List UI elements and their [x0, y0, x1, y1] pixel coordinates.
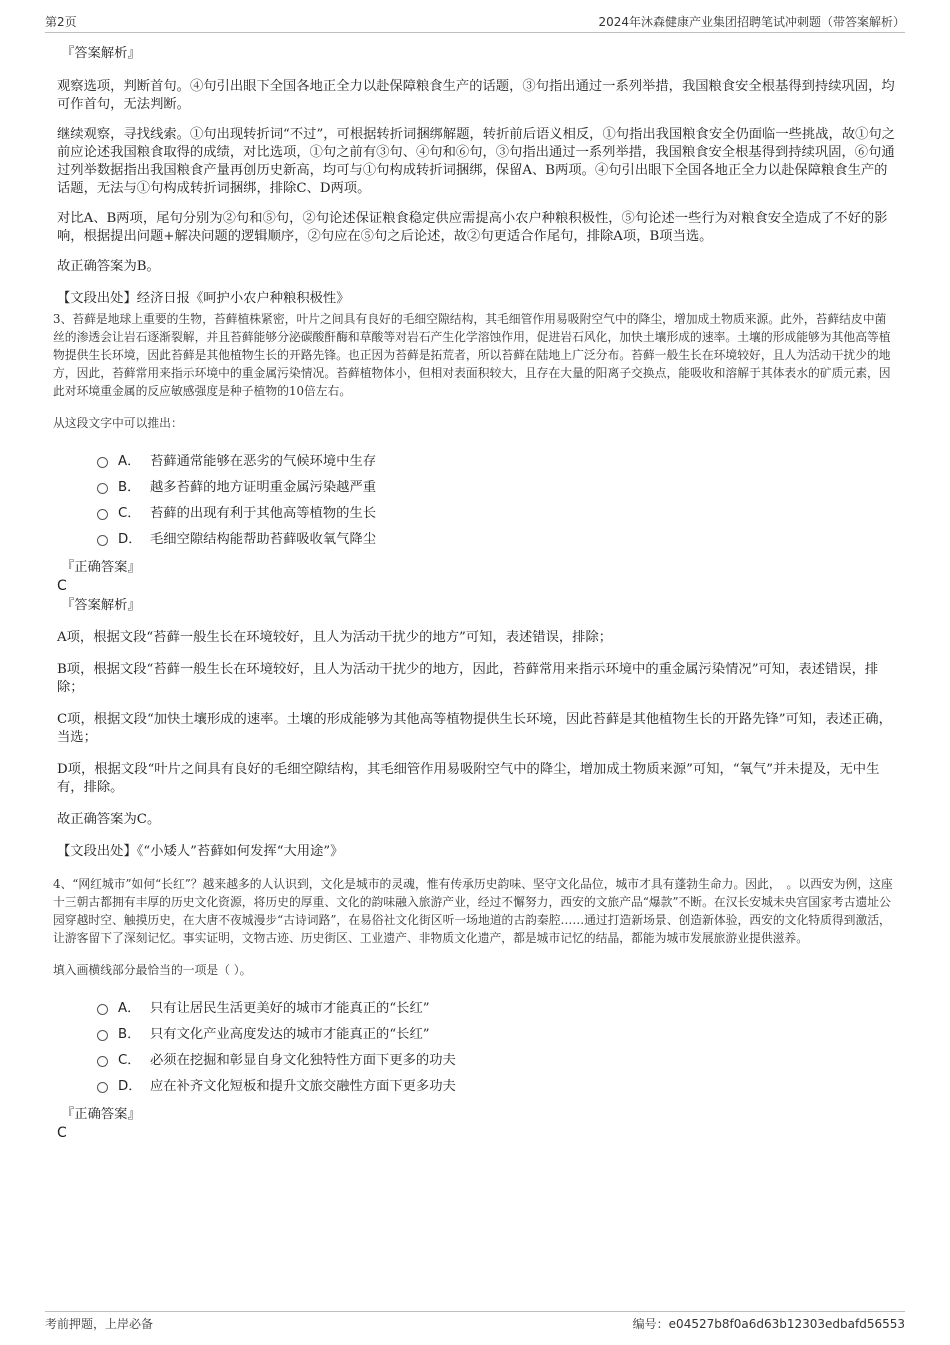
- q3-option-d[interactable]: D． 毛细空隙结构能帮助苔藓吸收氧气降尘: [97, 527, 897, 553]
- page-content: [53, 45, 897, 1142]
- page-header: [45, 10, 905, 33]
- q2-analysis-label: 『答案解析』: [61, 46, 141, 61]
- radio-button[interactable]: [97, 1082, 108, 1093]
- radio-button[interactable]: [97, 1056, 108, 1067]
- q3-analysis-a: A项，根据文段“苔藓一般生长在环境较好，且人为活动干扰少的地方”可知，表述错误，排除；: [57, 630, 613, 645]
- q3-prompt: 从这段文字中可以推出：: [53, 416, 183, 430]
- radio-button[interactable]: [97, 457, 108, 468]
- document-id: 编号：e04527b8f0a6d63b12303edbafd56553: [632, 1317, 905, 1331]
- radio-button[interactable]: [97, 483, 108, 494]
- q2-conclusion: 故正确答案为B。: [57, 259, 160, 274]
- q4-option-a[interactable]: A． 只有让居民生活更美好的城市才能真正的“长红”: [97, 996, 897, 1022]
- page-number: 第2页: [45, 15, 77, 29]
- q4-options: [97, 996, 897, 1100]
- footer-slogan: 考前押题，上岸必备: [45, 1317, 154, 1331]
- q3-options: [97, 449, 897, 553]
- q2-source: 【文段出处】经济日报《呵护小农户种粮积极性》: [57, 291, 350, 306]
- q3-analysis-label: 『答案解析』: [61, 598, 141, 613]
- q4-prompt: 填入画横线部分最恰当的一项是（ ）。: [53, 963, 252, 977]
- radio-button[interactable]: [97, 509, 108, 520]
- q4-correct-answer: C: [57, 1125, 67, 1141]
- q2-analysis-paragraph: 观察选项，判断首句。④句引出眼下全国各地正全力以赴保障粮食生产的话题，③句指出通过一系列举措，我国粮食安全根基得到持续巩固，均可作首句，无法判断。: [57, 79, 895, 112]
- q3-option-a[interactable]: A． 苔藓通常能够在恶劣的气候环境中生存: [97, 449, 897, 475]
- q3-conclusion: 故正确答案为C。: [57, 812, 161, 827]
- radio-button[interactable]: [97, 1030, 108, 1041]
- q3-analysis-b: B项，根据文段“苔藓一般生长在环境较好，且人为活动干扰少的地方，因此，苔藓常用来指示环境中的重金属污染情况”可知，表述错误，排除；: [57, 662, 879, 695]
- q3-source: 【文段出处】《“小矮人”苔藓如何发挥“大用途”》: [57, 844, 344, 859]
- q3-correct-answer: C: [57, 578, 67, 594]
- q3-correct-label: 『正确答案』: [61, 560, 141, 575]
- q4-option-c[interactable]: C． 必须在挖掘和彰显自身文化独特性方面下更多的功夫: [97, 1048, 897, 1074]
- radio-button[interactable]: [97, 535, 108, 546]
- q3-stem: 3、苔藓是地球上重要的生物，苔藓植株紧密，叶片之间具有良好的毛细空隙结构，其毛细管作用易吸附空气中的降尘，增加成土物质来源。此外，苔藓结皮中菌丝的渗透会让岩石逐渐裂解，并且苔藓能够分泌碳酸酐酶和草酸等对岩石产生化学溶蚀作用，促进岩石风化，加快土壤形成的速率。土壤的形成能够为其他高等植物提供生长环境，因此苔藓是其他植物生长的开路先锋。也正因为苔藓是拓荒者，所以苔藓在陆地上广泛分布。苔藓一般生长在环境较好，且人为活动干扰少的地方，因此，苔藓常用来指示环境中的重金属污染情况。苔藓植物体小，但相对表面积较大，且存在大量的阳离子交换点，能吸收和溶解于其体表水的矿质元素，因此对环境重金属的反应敏感强度是种子植物的10倍左右。: [53, 312, 891, 398]
- q4-stem: 4、“网红城市”如何“长红”？越来越多的人认识到，文化是城市的灵魂，惟有传承历史韵味、坚守文化品位，城市才具有蓬勃生命力。因此， 。以西安为例，这座十三朝古都拥有丰厚的历史文化资源，将历史的厚重、文化的韵味融入旅游产业，经过不懈努力，西安的文旅产品“爆款”不断。在汉长安城未央宫国家考古遗址公园穿越时空、触摸历史，在大唐不夜城漫步“古诗词路”，在易俗社文化街区听一场地道的古韵秦腔……通过打造新场景、创造新体验，西安的文化特质得到激活，让游客留下了深刻记忆。事实证明，文物古迹、历史街区、工业遗产、非物质文化遗产，都是城市记忆的结晶，都能为城市发展旅游业提供滋养。: [53, 877, 893, 945]
- q3-analysis-d: D项，根据文段“叶片之间具有良好的毛细空隙结构，其毛细管作用易吸附空气中的降尘，增加成土物质来源”可知，“氧气”并未提及，无中生有，排除。: [57, 762, 880, 795]
- q4-correct-label: 『正确答案』: [61, 1107, 141, 1122]
- q3-option-c[interactable]: C． 苔藓的出现有利于其他高等植物的生长: [97, 501, 897, 527]
- radio-button[interactable]: [97, 1004, 108, 1015]
- q4-option-d[interactable]: D． 应在补齐文化短板和提升文旅交融性方面下更多功夫: [97, 1074, 897, 1100]
- q3-option-b[interactable]: B． 越多苔藓的地方证明重金属污染越严重: [97, 475, 897, 501]
- q2-analysis-paragraph: 对比A、B两项，尾句分别为②句和⑤句，②句论述保证粮食稳定供应需提高小农户种粮积极性，⑤句论述一些行为对粮食安全造成了不好的影响，根据提出问题+解决问题的逻辑顺序，②句应在⑤句之后论述，故②句更适合作尾句，排除A项，B项当选。: [57, 211, 888, 244]
- q2-analysis-paragraph: 继续观察，寻找线索。①句出现转折词“不过”，可根据转折词捆绑解题，转折前后语义相反，①句指出我国粮食安全仍面临一些挑战，故①句之前应论述我国粮食取得的成绩，对比选项，①句之前有③句、④句和⑥句，③句指出通过一系列举措，我国粮食安全根基得到持续巩固，⑥句通过列举数据指出我国粮食产量再创历史新高，均可与①句构成转折词捆绑，保留A、B两项。④句引出眼下全国各地正全力以赴保障粮食生产的话题，无法与①句构成转折词捆绑，排除C、D两项。: [57, 127, 895, 196]
- q3-analysis-c: C项，根据文段“加快土壤形成的速率。土壤的形成能够为其他高等植物提供生长环境，因此苔藓是其他植物生长的开路先锋”可知，表述正确，当选；: [57, 712, 892, 745]
- q4-option-b[interactable]: B． 只有文化产业高度发达的城市才能真正的“长红”: [97, 1022, 897, 1048]
- page-footer: [45, 1311, 905, 1331]
- document-title: 2024年沐森健康产业集团招聘笔试冲刺题（带答案解析）: [598, 15, 905, 29]
